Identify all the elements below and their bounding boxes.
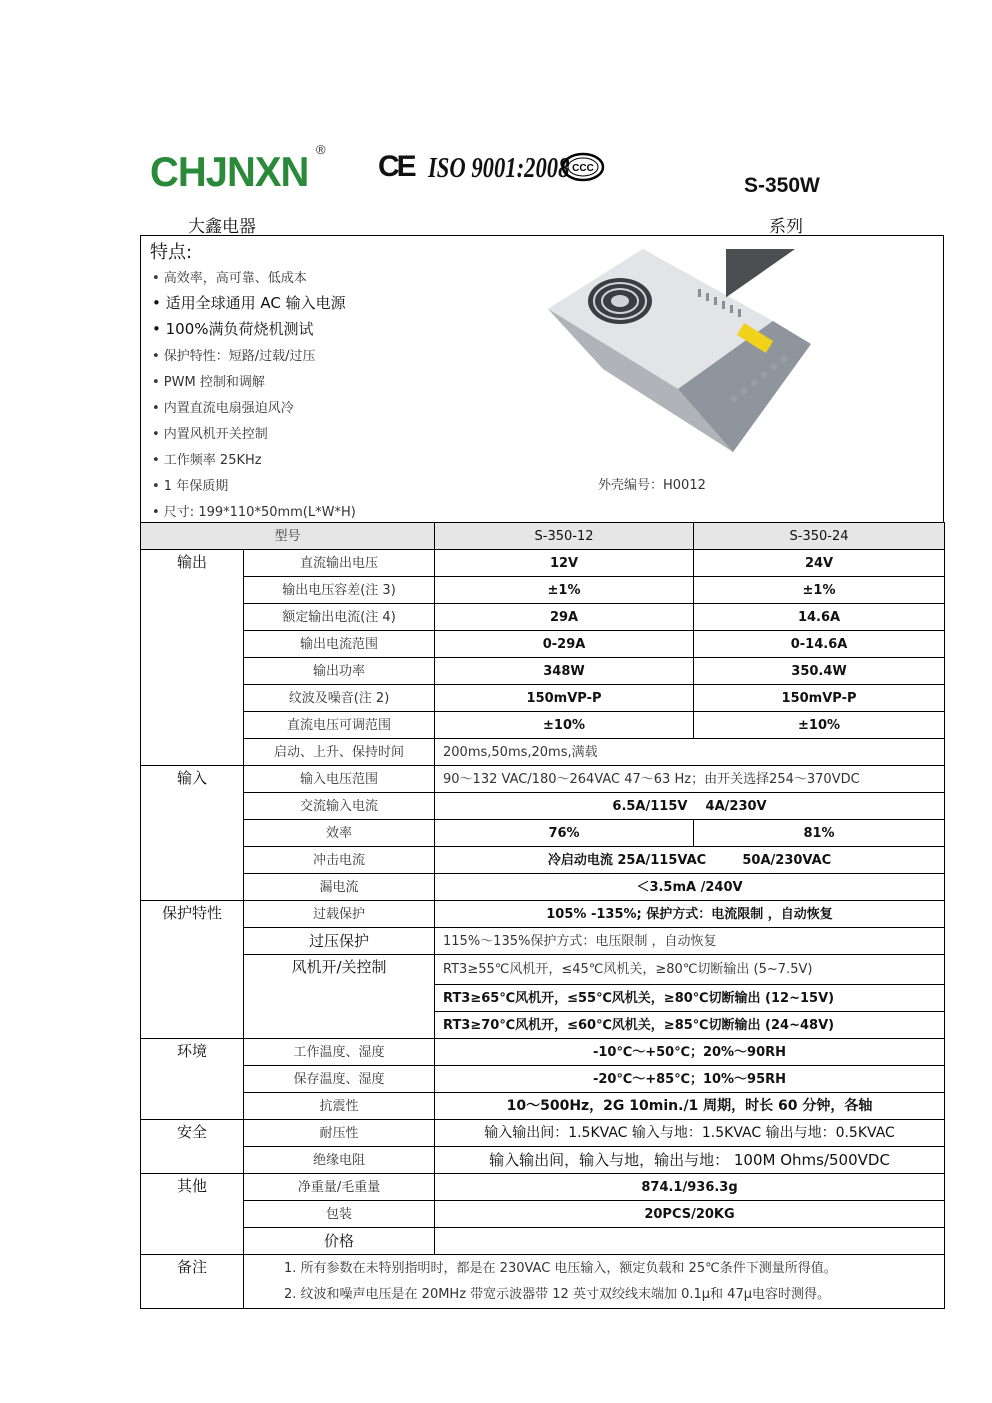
param-label: 价格 bbox=[244, 1228, 435, 1255]
group-input: 输入 bbox=[141, 766, 244, 901]
brand-chinese-name: 大鑫电器 bbox=[188, 217, 256, 237]
registered-mark: ® bbox=[316, 142, 326, 157]
value-span: 10～500Hz，2G 10min./1 周期，时长 60 分钟，各轴 bbox=[435, 1093, 945, 1120]
value-12v: ±10% bbox=[435, 712, 694, 739]
param-label: 净重量/毛重量 bbox=[244, 1174, 435, 1201]
table-row bbox=[141, 631, 945, 658]
value-12v: 0-29A bbox=[435, 631, 694, 658]
param-label: 耐压性 bbox=[244, 1120, 435, 1147]
table-row bbox=[141, 550, 945, 577]
param-label: 风机开/关控制 bbox=[244, 955, 435, 1039]
table-row bbox=[141, 928, 945, 955]
feature-item: • 1 年保质期 bbox=[152, 479, 229, 494]
table-row bbox=[141, 793, 945, 820]
param-label: 纹波及噪音(注 2) bbox=[244, 685, 435, 712]
group-protection: 保护特性 bbox=[141, 901, 244, 1039]
group-remarks: 备注 bbox=[141, 1255, 244, 1309]
table-row bbox=[141, 1201, 945, 1228]
value-span: 90～132 VAC/180～264VAC 47～63 Hz；由开关选择254～370VDC bbox=[435, 766, 945, 793]
param-label: 启动、上升、保持时间 bbox=[244, 739, 435, 766]
param-label: 交流输入电流 bbox=[244, 793, 435, 820]
value-span: 20PCS/20KG bbox=[435, 1201, 945, 1228]
remark-item: 1. 所有参数在未特别指明时，都是在 230VAC 电压输入，额定负载和 25℃条件下测量所得值。 bbox=[244, 1255, 945, 1282]
table-row bbox=[141, 874, 945, 901]
feature-item: • 适用全球通用 AC 输入电源 bbox=[152, 294, 346, 312]
model-12v-header: S-350-12 bbox=[435, 523, 694, 550]
value-span: 105% -135%; 保护方式：电流限制 ，自动恢复 bbox=[435, 901, 945, 928]
case-number: 外壳编号：H0012 bbox=[598, 478, 706, 493]
table-row bbox=[141, 739, 945, 766]
value-24v: 24V bbox=[694, 550, 945, 577]
param-label: 效率 bbox=[244, 820, 435, 847]
value-24v: ±10% bbox=[694, 712, 945, 739]
value-24v: 150mVP-P bbox=[694, 685, 945, 712]
param-label: 保存温度、湿度 bbox=[244, 1066, 435, 1093]
value-24v: ±1% bbox=[694, 577, 945, 604]
table-row bbox=[141, 1039, 945, 1066]
param-label: 输出电压容差(注 3) bbox=[244, 577, 435, 604]
value-span: 200ms,50ms,20ms,满载 bbox=[435, 739, 945, 766]
feature-item: • 内置风机开关控制 bbox=[152, 427, 268, 442]
table-row bbox=[141, 577, 945, 604]
ccc-mark-text: CCC bbox=[572, 163, 594, 174]
ce-mark: CE bbox=[378, 150, 414, 183]
value-24v: 14.6A bbox=[694, 604, 945, 631]
remark-item: 2. 纹波和噪声电压是在 20MHz 带宽示波器带 12 英寸双绞线末端加 0.1μ和 47μ电容时测得。 bbox=[244, 1282, 945, 1309]
param-label: 抗震性 bbox=[244, 1093, 435, 1120]
value-12v: 76% bbox=[435, 820, 694, 847]
fan-icon bbox=[588, 278, 652, 324]
table-row bbox=[141, 658, 945, 685]
param-label: 输出功率 bbox=[244, 658, 435, 685]
group-other: 其他 bbox=[141, 1174, 244, 1255]
table-row bbox=[141, 955, 945, 985]
brand-logo: CHJNXN bbox=[150, 148, 309, 195]
table-row bbox=[141, 847, 945, 874]
feature-item: • 内置直流电扇强迫风冷 bbox=[152, 401, 294, 416]
param-label: 漏电流 bbox=[244, 874, 435, 901]
value-span: -10℃～+50℃；20%～90RH bbox=[435, 1039, 945, 1066]
feature-item: • 高效率，高可靠、低成本 bbox=[152, 271, 307, 286]
feature-item: • 尺寸: 199*110*50mm(L*W*H) bbox=[152, 505, 356, 520]
param-label: 输入电压范围 bbox=[244, 766, 435, 793]
param-label: 额定输出电流(注 4) bbox=[244, 604, 435, 631]
param-label: 冲击电流 bbox=[244, 847, 435, 874]
product-photo bbox=[548, 249, 811, 452]
group-safety: 安全 bbox=[141, 1120, 244, 1174]
value-24v: 0-14.6A bbox=[694, 631, 945, 658]
value-span: 输入输出间：1.5KVAC 输入与地：1.5KVAC 输出与地：0.5KVAC bbox=[435, 1120, 945, 1147]
table-row bbox=[141, 820, 945, 847]
table-row bbox=[141, 766, 945, 793]
param-label: 工作温度、湿度 bbox=[244, 1039, 435, 1066]
param-label: 直流电压可调范围 bbox=[244, 712, 435, 739]
value-24v: 350.4W bbox=[694, 658, 945, 685]
value-span: RT3≥65℃风机开，≤55℃风机关，≥80℃切断输出 (12~15V) bbox=[435, 985, 945, 1012]
param-label: 过压保护 bbox=[244, 928, 435, 955]
value-24v: 81% bbox=[694, 820, 945, 847]
spec-table bbox=[140, 522, 945, 1309]
group-output: 输出 bbox=[141, 550, 244, 766]
value-span: 冷启动电流 25A/115VAC 50A/230VAC bbox=[435, 847, 945, 874]
series-model: S-350W bbox=[744, 174, 820, 197]
value-12v: 29A bbox=[435, 604, 694, 631]
table-row bbox=[141, 685, 945, 712]
model-24v-header: S-350-24 bbox=[694, 523, 945, 550]
series-label: 系列 bbox=[769, 217, 803, 237]
table-row bbox=[141, 1066, 945, 1093]
value-span: -20℃～+85℃；10%～95RH bbox=[435, 1066, 945, 1093]
param-label: 绝缘电阻 bbox=[244, 1147, 435, 1174]
table-row bbox=[141, 712, 945, 739]
table-row bbox=[141, 1228, 945, 1255]
param-label: 输出电流范围 bbox=[244, 631, 435, 658]
table-row bbox=[141, 604, 945, 631]
table-header-row bbox=[141, 523, 945, 550]
value-12v: 150mVP-P bbox=[435, 685, 694, 712]
param-label: 包装 bbox=[244, 1201, 435, 1228]
feature-item: • PWM 控制和调解 bbox=[152, 375, 265, 390]
table-row bbox=[141, 1282, 945, 1309]
value-span: 输入输出间，输入与地，输出与地： 100M Ohms/500VDC bbox=[435, 1147, 945, 1174]
value-span: RT3≥55℃风机开，≤45℃风机关，≥80℃切断输出 (5~7.5V) bbox=[435, 955, 945, 985]
ccc-mark-icon bbox=[561, 152, 605, 182]
features-title: 特点: bbox=[150, 242, 193, 263]
value-span: ＜3.5mA /240V bbox=[435, 874, 945, 901]
value-12v: 12V bbox=[435, 550, 694, 577]
table-row bbox=[141, 1255, 945, 1282]
value-span: 115%～135%保护方式：电压限制 ，自动恢复 bbox=[435, 928, 945, 955]
value-span: 874.1/936.3g bbox=[435, 1174, 945, 1201]
table-row bbox=[141, 901, 945, 928]
group-environment: 环境 bbox=[141, 1039, 244, 1120]
table-row bbox=[141, 1093, 945, 1120]
value-span bbox=[435, 1228, 945, 1255]
param-label: 直流输出电压 bbox=[244, 550, 435, 577]
feature-item: • 保护特性：短路/过载/过压 bbox=[152, 349, 316, 364]
value-span: RT3≥70℃风机开，≤60℃风机关，≥85℃切断输出 (24~48V) bbox=[435, 1012, 945, 1039]
iso-certification: ISO 9001:2008 bbox=[428, 152, 570, 184]
feature-item: • 100%满负荷烧机测试 bbox=[152, 320, 314, 338]
value-12v: ±1% bbox=[435, 577, 694, 604]
table-row bbox=[141, 1174, 945, 1201]
table-row bbox=[141, 1120, 945, 1147]
table-row bbox=[141, 1147, 945, 1174]
param-label: 过载保护 bbox=[244, 901, 435, 928]
model-header: 型号 bbox=[141, 523, 435, 550]
value-12v: 348W bbox=[435, 658, 694, 685]
feature-item: • 工作频率 25KHz bbox=[152, 453, 262, 468]
value-span: 6.5A/115V 4A/230V bbox=[435, 793, 945, 820]
